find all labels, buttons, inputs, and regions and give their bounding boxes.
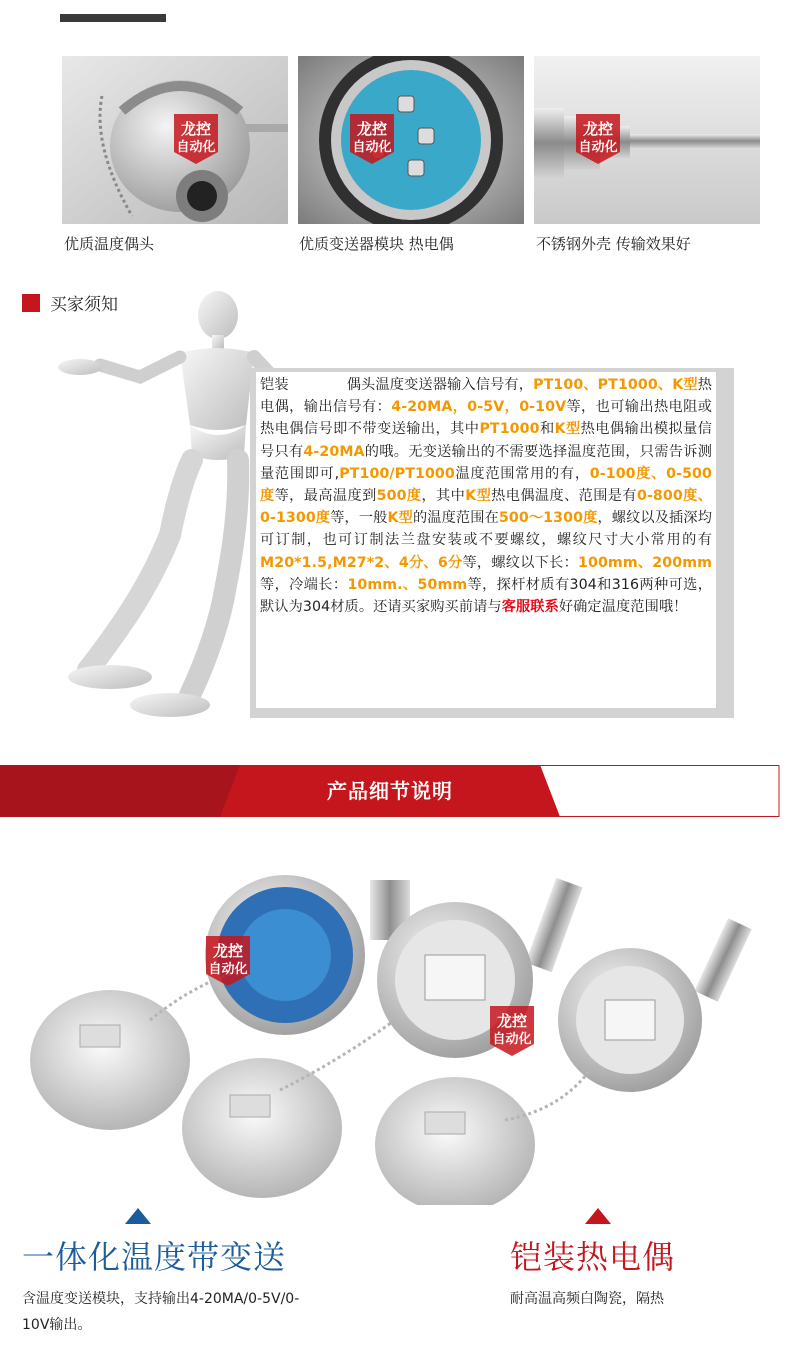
notice-seg: ，其中 [421,488,466,505]
notice-seg: 等，一般 [330,510,388,527]
logo-text-line1: 龙控 [496,1012,528,1030]
feature-left-title: 一体化温度带变送 [22,1238,287,1276]
logo-text-line2: 自动化 [578,140,618,155]
logo-text-line1: 龙控 [356,120,388,138]
notice-highlight: K型 [387,510,413,527]
feature-left-desc: 含温度变送模块，支持输出4-20MA/0-5V/0-10V输出。 [22,1291,300,1333]
thumb-caption-1: 优质温度偶头 [64,235,155,253]
buyer-notice-title: 买家须知 [50,295,118,315]
notice-highlight: K型 [554,421,581,438]
notice-seg: ，螺纹以及插深均可订制，也可订制法兰盘安装或不要螺纹，螺纹尺寸大小常用的有 [260,510,712,549]
notice-seg: 偶头温度变送器输入信号有， [346,377,534,393]
product-detail-photo [0,860,790,1205]
notice-seg: 和 [539,421,555,438]
notice-highlight: 500度 [376,488,422,505]
notice-seg: 好确定温度范围哦！ [558,599,688,616]
notice-highlight: 0-100度、0-500度 [260,465,713,505]
thumb-caption-2: 优质变送器模块 热电偶 [299,235,454,253]
top-divider-bar [60,14,166,22]
triangle-up-icon [585,1208,611,1224]
logo-text-line2: 自动化 [492,1032,532,1047]
feature-right-desc: 耐高温高频白陶瓷，隔热 [510,1291,664,1307]
brand-watermark-logo [572,112,624,166]
notice-highlight: 10mm.、50mm [347,576,468,593]
notice-seg: 的温度范围在 [412,510,499,527]
notice-highlight: 0-800度、0-1300度 [260,488,713,527]
notice-seg: 铠装 [260,377,289,393]
notice-highlight: K型 [465,488,492,505]
notice-highlight: PT100/PT1000 [339,465,455,482]
notice-highlight: PT1000 [479,421,540,438]
notice-seg: 等，冷端长： [260,576,348,593]
notice-seg: 温度范围常用的有， [454,465,590,482]
notice-seg: 热电偶温度、范围是有 [491,488,637,505]
logo-text-line1: 龙控 [180,120,212,138]
notice-highlight: 100mm、200mm [578,554,712,571]
notice-seg: 热电偶，输出信号有： [260,377,712,416]
notice-seg: 等，最高温度到 [274,488,377,505]
brand-watermark-logo [346,112,398,166]
notice-highlight: 4-20MA [303,443,365,460]
notice-seg: 等，螺纹以下长： [462,554,579,571]
banner-title: 产品细节说明 [327,779,453,803]
logo-text-line2: 自动化 [176,140,216,155]
logo-text-line2: 自动化 [352,140,392,155]
thumb-stainless-probe [534,56,760,224]
notice-highlight: 4-20MA，0-5V，0-10V [391,399,567,416]
thumb-transmitter-module [298,56,524,224]
notice-highlight: M20*1.5,M27*2、4分、6分 [260,554,463,571]
notice-highlight: 500～1300度 [498,510,598,527]
customer-service-link[interactable]: 客服联系 [501,599,559,616]
notice-seg: 热电偶输出模拟量信号只有 [260,421,712,460]
brand-watermark-logo [170,112,222,166]
notice-seg: 等，也可输出热电阻或热电偶信号即不带变送输出，其中 [260,399,712,438]
feature-right-title: 铠装热电偶 [510,1238,676,1276]
brand-watermark-logo [486,1004,538,1058]
buyer-notice-panel [256,372,716,708]
brand-watermark-logo [202,934,254,988]
logo-text-line1: 龙控 [212,942,244,960]
notice-seg: 等，探杆材质有304和316两种可选，默认为304材质。还请买家购买前请与 [260,576,712,616]
logo-text-line1: 龙控 [582,120,614,138]
notice-seg: 的哦。无变送输出的不需要选择温度范围，只需告诉测量范围即可, [260,443,712,482]
logo-text-line2: 自动化 [208,962,248,977]
red-square-icon [22,294,40,312]
buyer-notice-text [260,374,712,618]
notice-highlight: PT100、PT1000、K型 [533,377,698,393]
triangle-up-icon [125,1208,151,1224]
thumb-caption-3: 不锈钢外壳 传输效果好 [536,235,691,253]
